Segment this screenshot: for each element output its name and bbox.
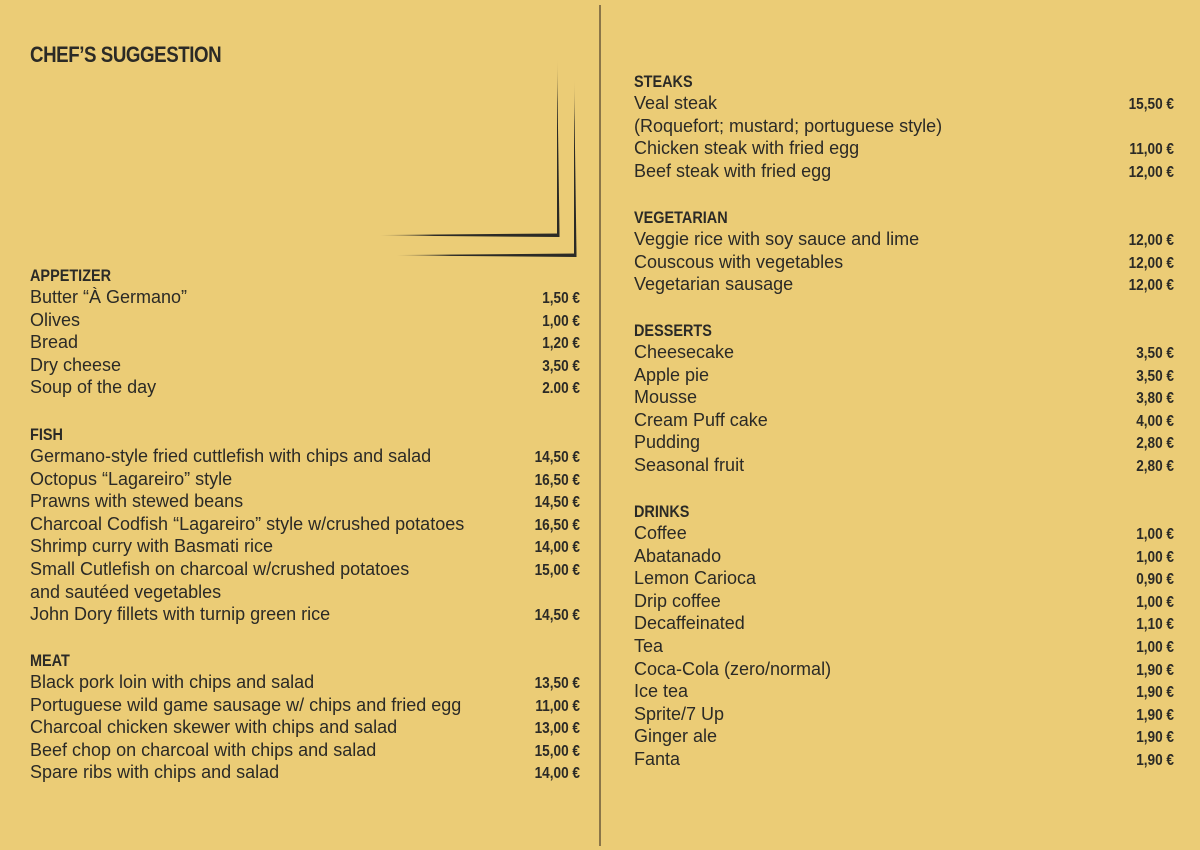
item-name: Dry cheese	[30, 354, 122, 375]
item-price: 14,50 €	[534, 449, 580, 466]
item-name: Veggie rice with soy sauce and lime	[634, 229, 920, 249]
item-price: 12,00 €	[1128, 277, 1174, 295]
section-vegetarian	[634, 208, 1174, 296]
menu-item	[634, 748, 1174, 771]
section-meat	[30, 651, 580, 784]
menu-item	[634, 522, 1174, 545]
menu-item	[634, 409, 1174, 432]
menu-item	[634, 386, 1174, 409]
section-heading: APPETIZER	[30, 266, 112, 285]
corner-ornament-icon	[375, 55, 585, 265]
item-price: 2.00 €	[542, 380, 580, 398]
menu-item	[30, 309, 580, 332]
menu-item	[634, 341, 1174, 364]
item-price: 11,00 €	[535, 697, 580, 715]
menu-item	[634, 137, 1174, 160]
item-name: Olives	[30, 309, 81, 330]
item-price: 4,00 €	[1136, 412, 1174, 430]
item-name: Coca-Cola (zero/normal)	[634, 658, 832, 679]
item-name: Cheesecake	[634, 342, 735, 362]
item-name: Cream Puff cake	[634, 409, 768, 430]
item-price: 15,00 €	[534, 561, 580, 579]
item-name: Beef steak with fried egg	[634, 160, 832, 181]
menu-item	[634, 228, 1174, 251]
item-name: Black pork loin with chips and salad	[30, 672, 315, 692]
item-name: Couscous with vegetables	[634, 251, 844, 272]
section-heading: STEAKS	[634, 72, 693, 91]
item-name: John Dory fillets with turnip green rice	[30, 604, 331, 625]
page-divider	[599, 5, 601, 846]
item-price: 3,50 €	[1136, 367, 1174, 385]
menu-item	[634, 725, 1174, 748]
item-name: Chicken steak with fried egg	[634, 138, 860, 159]
item-price: 16,50 €	[534, 516, 580, 534]
item-name: Veal steak	[634, 93, 718, 113]
item-name: Tea	[634, 635, 664, 656]
item-price: 1,00 €	[1136, 593, 1174, 611]
item-name: Seasonal fruit	[634, 454, 745, 475]
item-price: 1,10 €	[1136, 616, 1174, 634]
item-price: 12,00 €	[1128, 163, 1174, 181]
menu-item	[30, 558, 580, 581]
item-name: Ginger ale	[634, 726, 718, 747]
item-name: Charcoal chicken skewer with chips and salad	[30, 717, 398, 738]
section-heading: MEAT	[30, 651, 70, 670]
menu-item	[30, 376, 580, 399]
menu-item	[30, 286, 580, 309]
menu-item	[634, 431, 1174, 454]
item-price: 1,90 €	[1136, 661, 1174, 679]
item-price: 14,00 €	[534, 765, 580, 783]
item-price: 13,00 €	[534, 720, 580, 738]
item-name: Charcoal Codfish “Lagareiro” style w/crushed potatoes	[30, 513, 465, 534]
item-price: 1,20 €	[542, 335, 580, 353]
item-price: 1,50 €	[542, 290, 580, 307]
menu-item	[634, 364, 1174, 387]
item-name: Small Cutlefish on charcoal w/crushed potatoes	[30, 558, 410, 579]
item-price: 1,90 €	[1136, 684, 1174, 702]
menu-item	[634, 273, 1174, 296]
item-price: 16,50 €	[534, 471, 580, 489]
item-name: Ice tea	[634, 681, 689, 702]
item-price: 1,00 €	[1136, 548, 1174, 566]
item-price: 14,50 €	[534, 607, 580, 625]
section-desserts	[634, 321, 1174, 477]
item-name: Portuguese wild game sausage w/ chips and fried egg	[30, 694, 462, 715]
item-price: 2,80 €	[1136, 457, 1174, 475]
item-price: 12,00 €	[1128, 232, 1174, 249]
section-heading: FISH	[30, 425, 63, 444]
item-name: Sprite/7 Up	[634, 703, 725, 724]
menu-item	[30, 761, 580, 784]
menu-item	[30, 513, 580, 536]
menu-item	[634, 635, 1174, 658]
item-name: Apple pie	[634, 364, 710, 385]
item-name: Fanta	[634, 748, 681, 769]
item-name: Coffee	[634, 523, 687, 543]
item-name: and sautéed vegetables	[30, 581, 222, 602]
item-price: 1,90 €	[1136, 729, 1174, 747]
item-name: Butter “À Germano”	[30, 287, 188, 307]
menu-item	[30, 535, 580, 558]
item-name: Beef chop on charcoal with chips and salad	[30, 739, 377, 760]
menu-item	[30, 331, 580, 354]
menu-item	[30, 603, 580, 626]
item-name: Vegetarian sausage	[634, 274, 794, 295]
item-price: 1,00 €	[542, 312, 580, 330]
item-name: Prawns with stewed beans	[30, 491, 244, 512]
item-price: 15,50 €	[1128, 96, 1174, 113]
item-price: 14,00 €	[534, 539, 580, 557]
menu-item	[634, 612, 1174, 635]
item-name: Abatanado	[634, 545, 722, 566]
item-price: 2,80 €	[1136, 435, 1174, 453]
item-name: (Roquefort; mustard; portuguese style)	[634, 115, 943, 136]
section-heading: VEGETARIAN	[634, 208, 728, 227]
item-price: 15,00 €	[534, 742, 580, 760]
menu-item	[30, 490, 580, 513]
menu-item	[634, 590, 1174, 613]
item-price: 1,00 €	[1136, 638, 1174, 656]
item-price: 1,90 €	[1136, 751, 1174, 769]
item-name: Bread	[30, 332, 79, 353]
item-name: Drip coffee	[634, 590, 721, 611]
menu-item	[634, 160, 1174, 183]
item-price: 13,50 €	[534, 675, 580, 692]
item-price: 12,00 €	[1128, 254, 1174, 272]
item-price: 0,90 €	[1136, 571, 1174, 589]
item-name: Decaffeinated	[634, 613, 745, 634]
menu-item	[634, 454, 1174, 477]
menu-item	[634, 92, 1174, 115]
menu-item	[634, 567, 1174, 590]
menu-item-continuation	[634, 115, 1174, 138]
item-name: Lemon Carioca	[634, 568, 757, 589]
menu-item	[634, 658, 1174, 681]
menu-item	[634, 703, 1174, 726]
item-name: Spare ribs with chips and salad	[30, 762, 280, 783]
item-name: Octopus “Lagareiro” style	[30, 468, 233, 489]
item-price: 14,50 €	[534, 494, 580, 512]
item-name: Soup of the day	[30, 377, 157, 398]
item-price: 1,00 €	[1136, 526, 1174, 543]
item-name: Pudding	[634, 432, 701, 453]
item-price: 3,80 €	[1136, 390, 1174, 408]
menu-item-continuation	[30, 581, 580, 604]
section-steaks	[634, 72, 1174, 182]
menu-item	[30, 445, 580, 468]
item-name: Shrimp curry with Basmati rice	[30, 536, 274, 557]
menu-item	[30, 354, 580, 377]
page-title: CHEF’S SUGGESTION	[30, 42, 222, 67]
menu-item	[30, 716, 580, 739]
item-price: 3,50 €	[542, 357, 580, 375]
menu-item	[30, 468, 580, 491]
item-price: 1,90 €	[1136, 706, 1174, 724]
menu-item	[634, 680, 1174, 703]
section-fish	[30, 425, 580, 626]
item-price: 11,00 €	[1129, 141, 1174, 159]
menu-item	[634, 251, 1174, 274]
menu-item	[30, 671, 580, 694]
section-appetizer	[30, 266, 580, 399]
item-name: Germano-style fried cuttlefish with chips and salad	[30, 446, 432, 466]
section-heading: DESSERTS	[634, 321, 712, 340]
menu-item	[30, 739, 580, 762]
menu-item	[634, 545, 1174, 568]
item-price: 3,50 €	[1136, 345, 1174, 362]
menu-item	[30, 694, 580, 717]
section-heading: DRINKS	[634, 502, 690, 521]
section-drinks	[634, 502, 1174, 771]
item-name: Mousse	[634, 387, 698, 408]
